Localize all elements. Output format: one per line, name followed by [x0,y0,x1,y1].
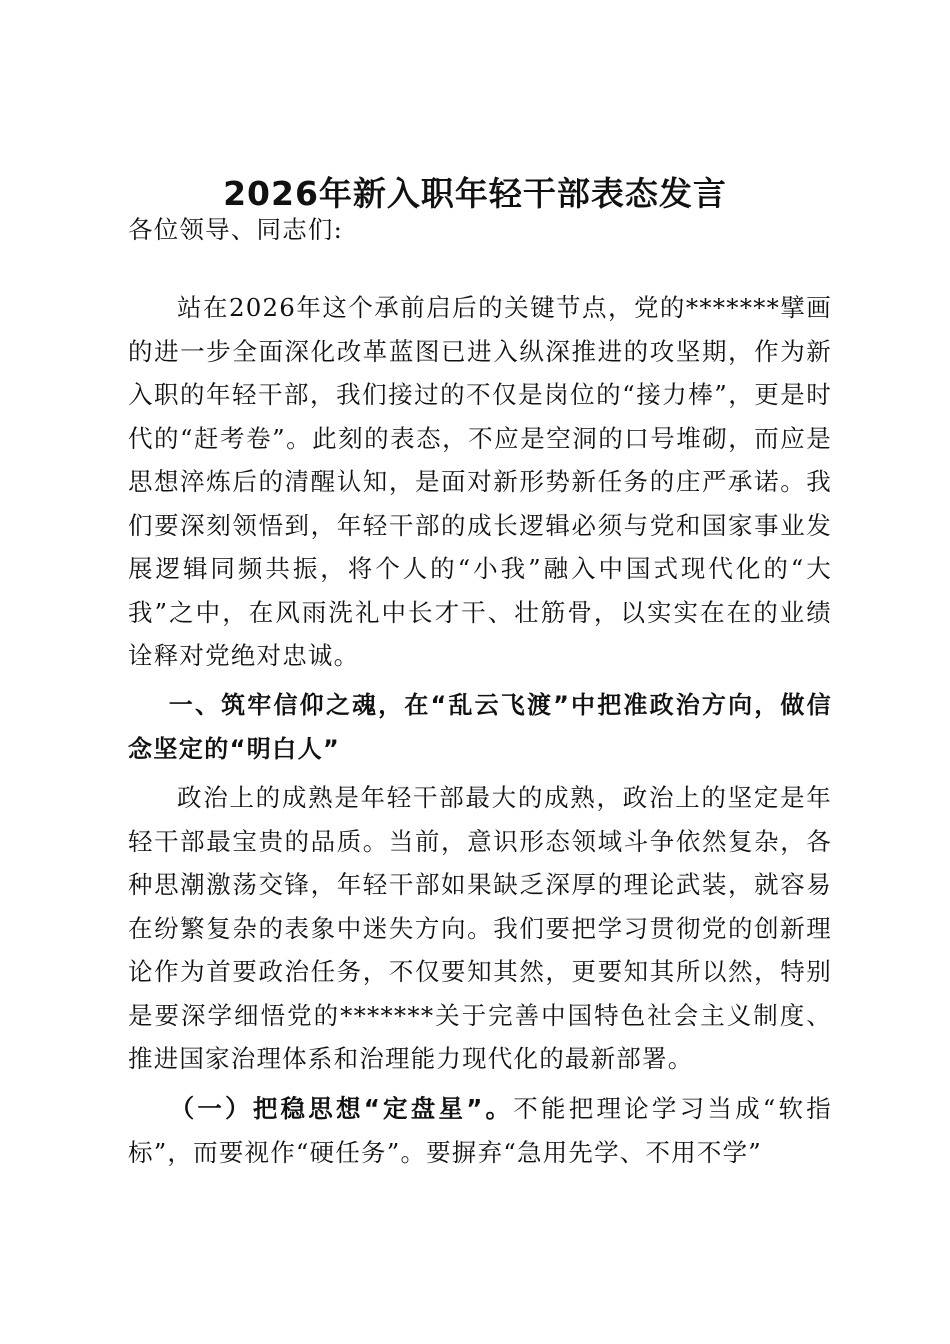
paragraph-3 [128,1087,832,1174]
subsection-1-heading: （一）把稳思想“定盘星”。 [169,1094,514,1123]
paragraph-1: 站在2026年这个承前启后的关键节点，党的*******擘画的进一步全面深化改革蓝图已进入纵深推进的攻坚期，作为新入职的年轻干部，我们接过的不仅是岗位的“接力棒”，更是时代的“赶考卷”。此刻的表态，不应是空洞的口号堆砌，而应是思想淬炼后的清醒认知，是面对新形势新任务的庄严承诺。我们要深刻领悟到，年轻干部的成长逻辑必须与党和国家事业发展逻辑同频共振，将个人的“小我”融入中国式现代化的“大我”之中，在风雨洗礼中长才干、壮筋骨，以实实在在的业绩诠释对党绝对忠诚。 [128,293,832,670]
paragraph-2: 政治上的成熟是年轻干部最大的成熟，政治上的坚定是年轻干部最宝贵的品质。当前，意识形态领域斗争依然复杂，各种思潮激荡交锋，年轻干部如果缺乏深厚的理论武装，就容易在纷繁复杂的表象中迷失方向。我们要把学习贯彻党的创新理论作为首要政治任务，不仅要知其然，更要知其所以然，特别是要深学细悟党的*******关于完善中国特色社会主义制度、推进国家治理体系和治理能力现代化的最新部署。 [128,783,832,1073]
salutation: 各位领导、同志们: [128,215,344,244]
document-title: 2026年新入职年轻干部表态发言 [223,174,727,213]
paragraph-3-text: 不能把理论学习当成“软指标”，而要视作“硬任务”。要摒弃“急用先学、不用不学” [128,1094,832,1167]
section-1-heading: 一、筑牢信仰之魂，在“乱云飞渡”中把准政治方向，做信念坚定的“明白人” [128,691,832,763]
